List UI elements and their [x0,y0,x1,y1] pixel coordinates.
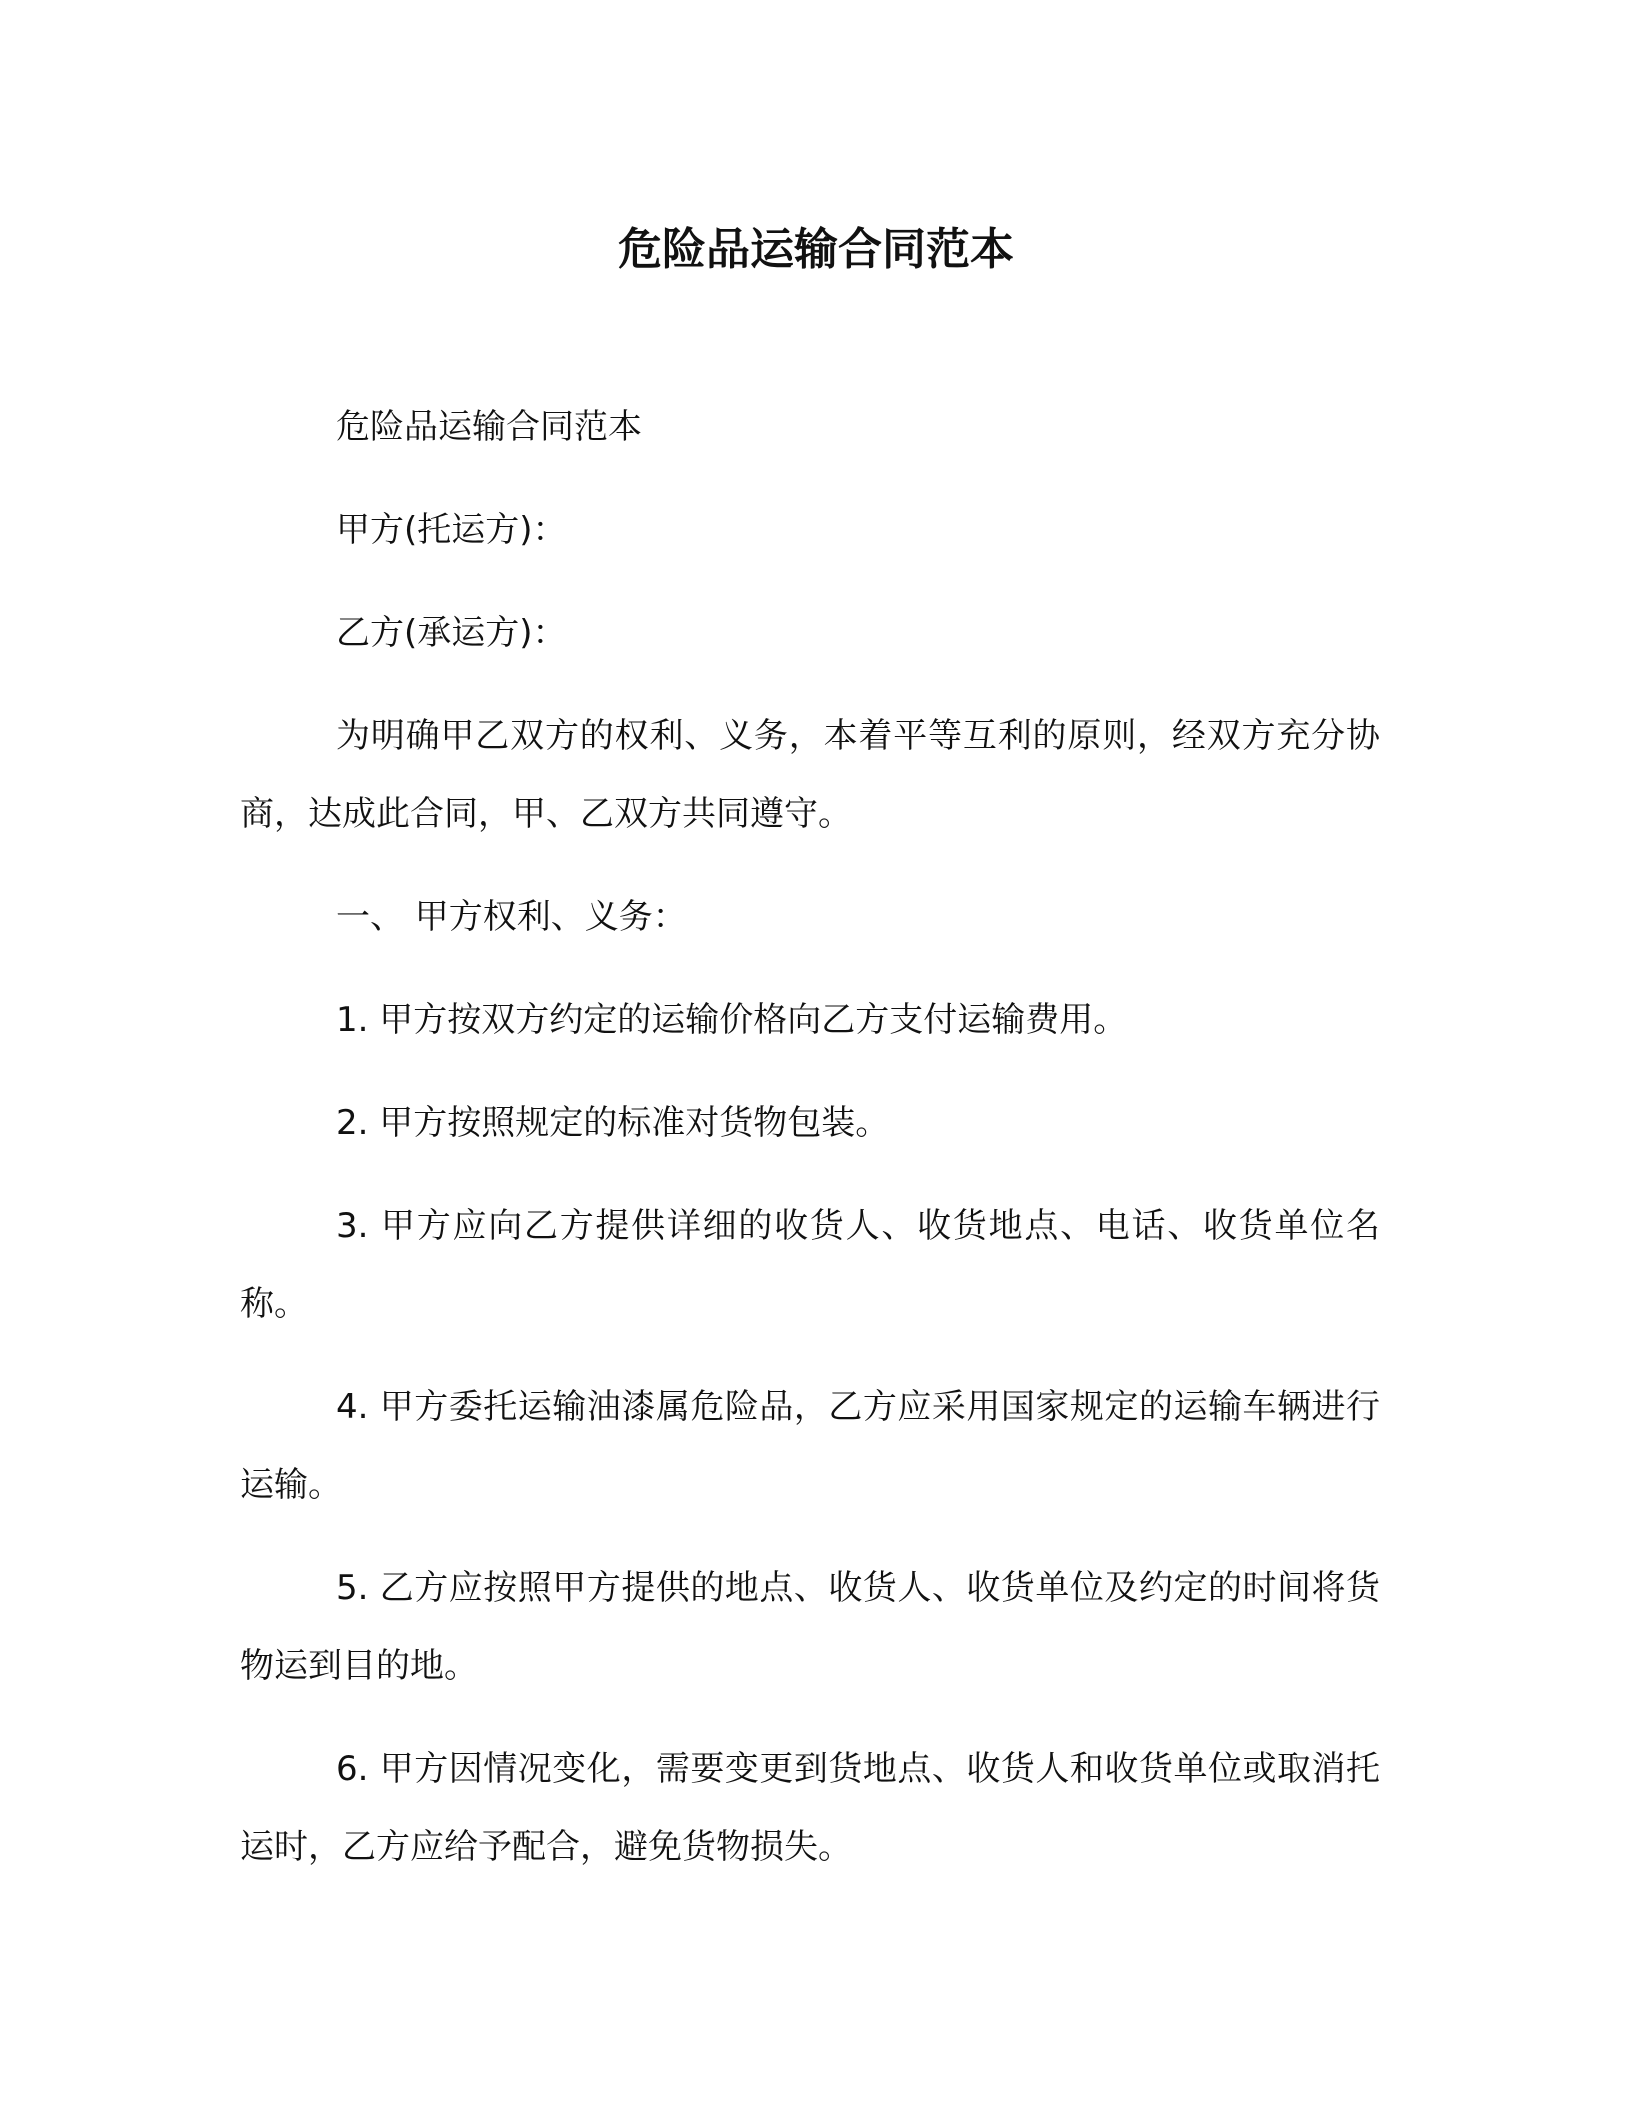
party-b-line: 乙方(承运方)： [336,613,567,653]
preamble-paragraph: 为明确甲乙双方的权利、义务，本着平等互利的原则，经双方充分协商，达成此合同，甲、乙双方共同遵守。 [240,716,1380,834]
clause-2: 2. 甲方按照规定的标准对货物包装。 [336,1103,890,1143]
clause-3: 3. 甲方应向乙方提供详细的收货人、收货地点、电话、收货单位名称。 [240,1206,1380,1324]
subtitle-paragraph: 危险品运输合同范本 [336,407,642,447]
party-a-line: 甲方(托运方)： [336,510,567,550]
clause-4: 4. 甲方委托运输油漆属危险品，乙方应采用国家规定的运输车辆进行运输。 [240,1387,1380,1505]
document-title: 危险品运输合同范本 [618,224,1014,275]
document-body [240,388,1380,1911]
clause-1: 1. 甲方按双方约定的运输价格向乙方支付运输费用。 [336,1000,1128,1040]
clause-6: 6. 甲方因情况变化，需要变更到货地点、收货人和收货单位或取消托运时，乙方应给予配合，避免货物损失。 [240,1749,1380,1867]
clause-5: 5. 乙方应按照甲方提供的地点、收货人、收货单位及约定的时间将货物运到目的地。 [240,1568,1380,1686]
section-heading: 一、 甲方权利、义务： [336,897,687,937]
